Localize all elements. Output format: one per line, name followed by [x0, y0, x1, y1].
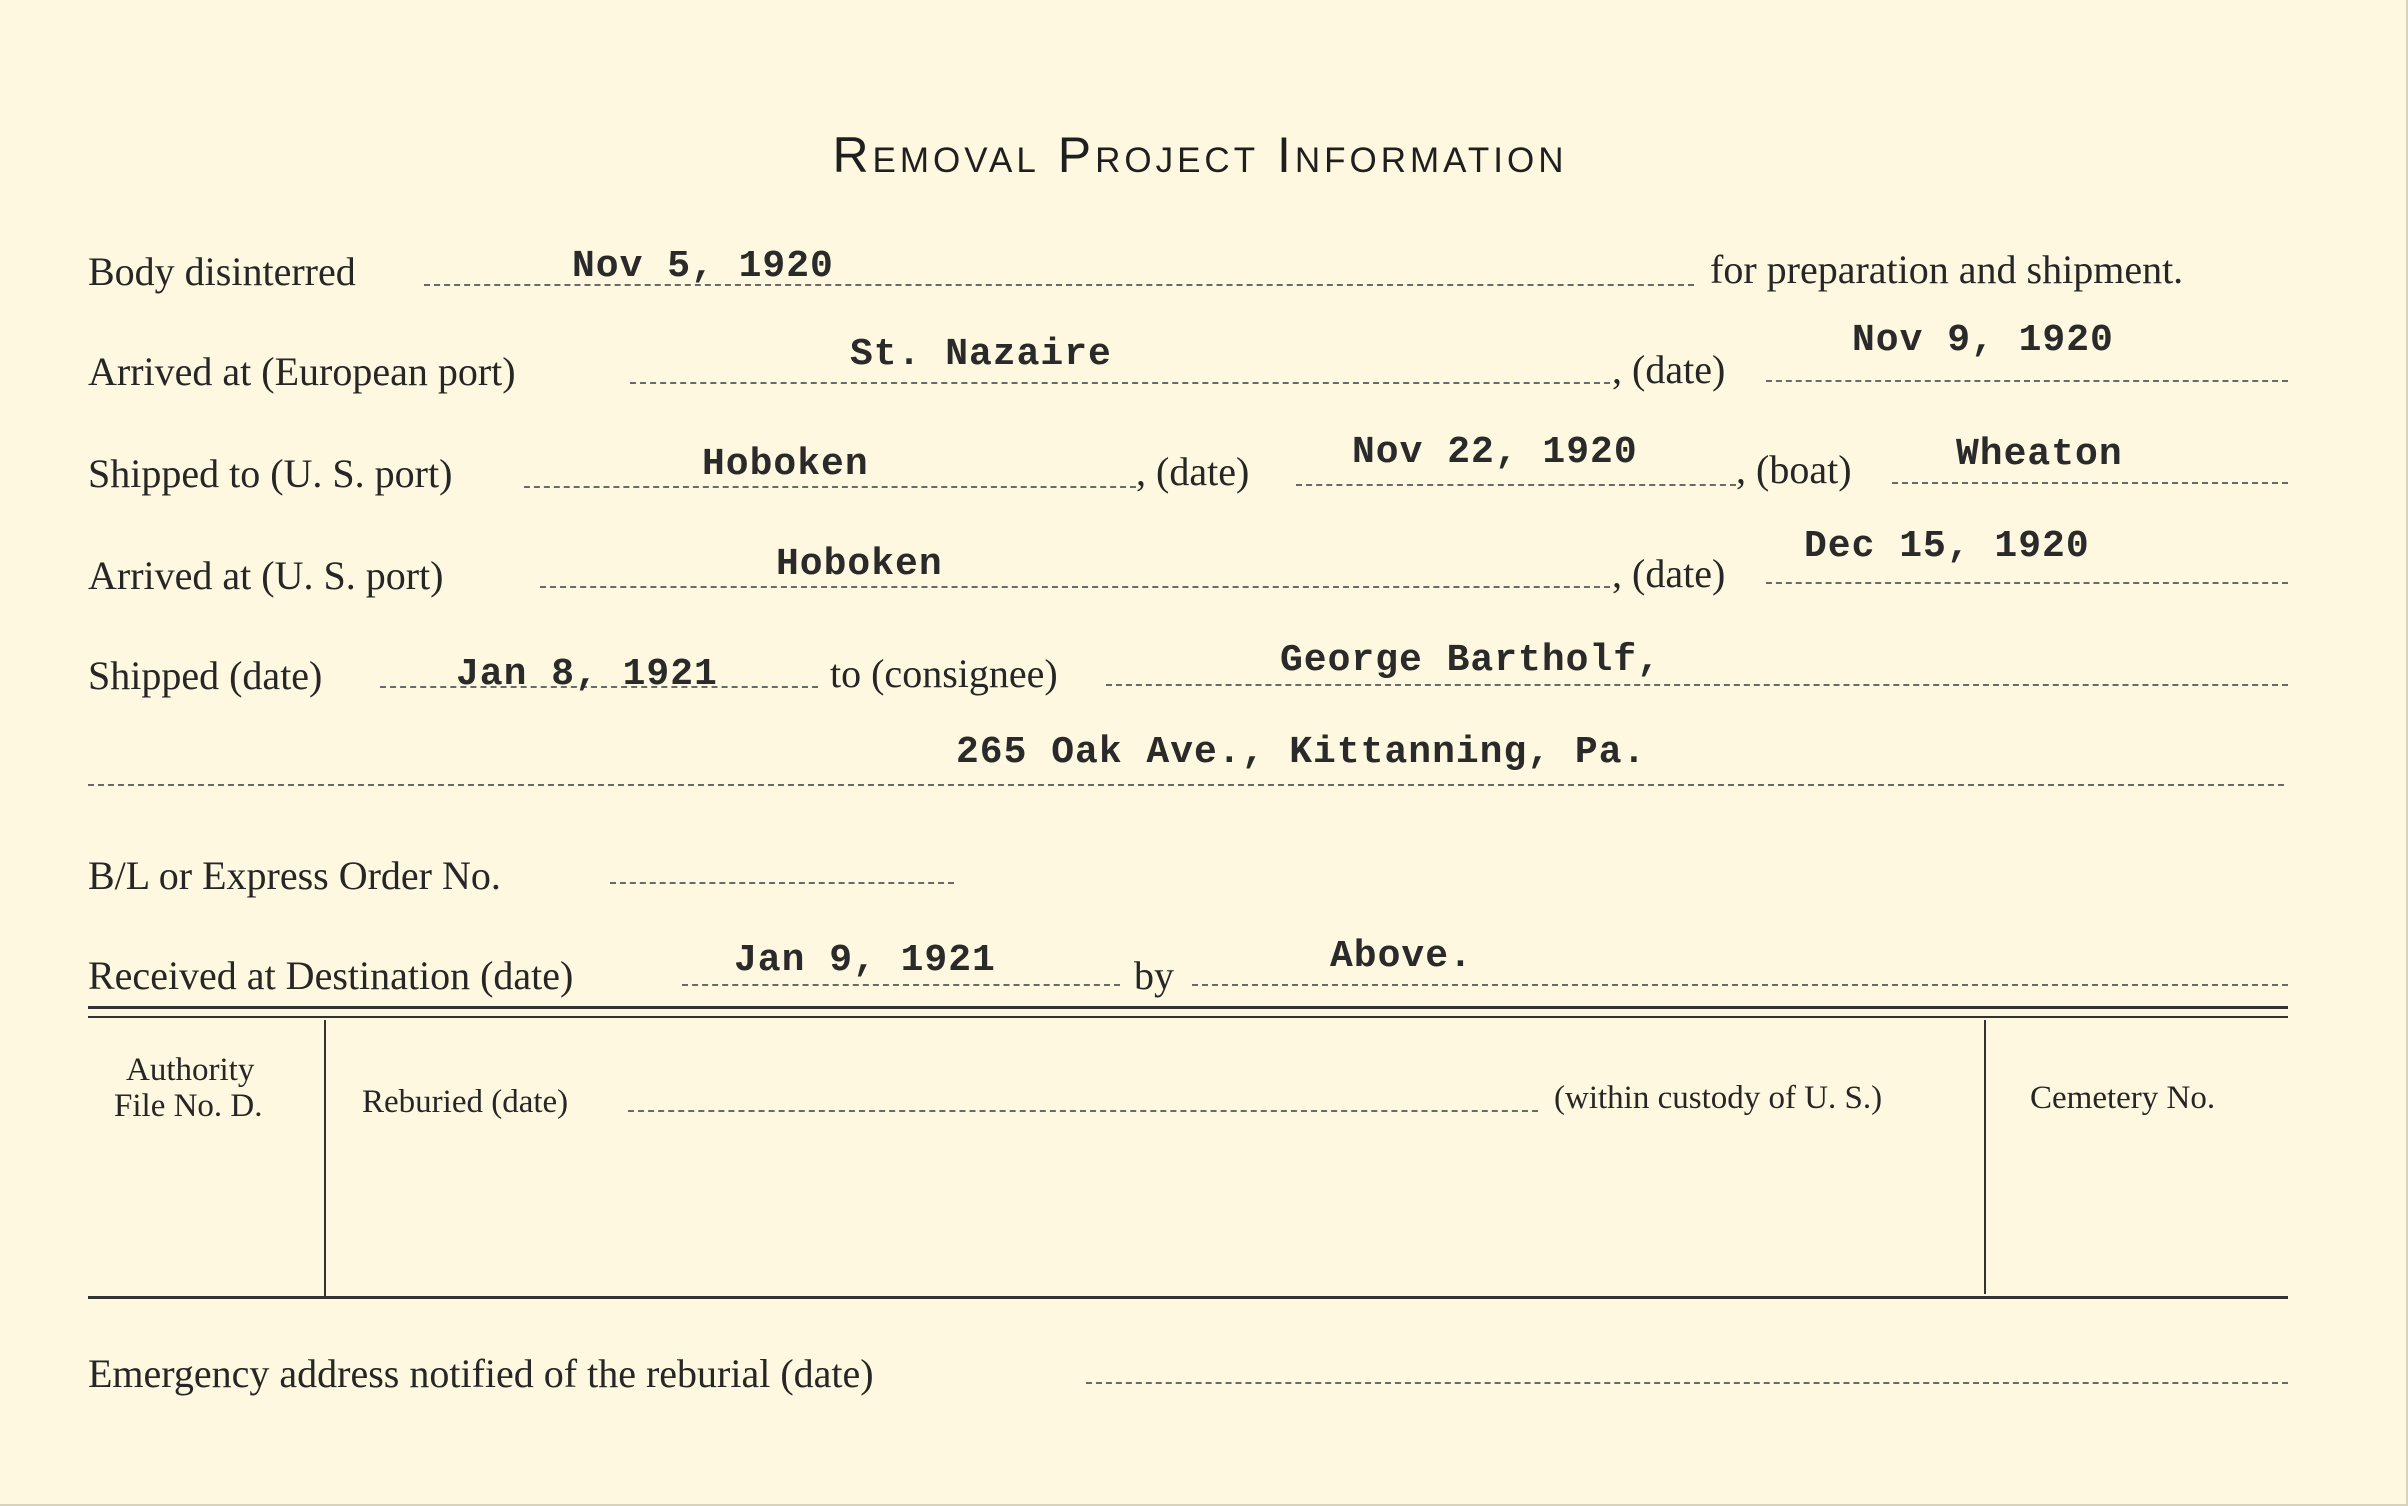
table-divider-right: [1984, 1020, 1986, 1294]
value-received-by: Above.: [1330, 935, 1473, 978]
label-body-disinterred: Body disinterred: [88, 249, 356, 294]
label-authority: Authority: [126, 1052, 255, 1088]
us-port-line: [524, 486, 1136, 488]
label-date-shipped: , (date): [1136, 449, 1250, 494]
label-shipped-date: Shipped (date): [88, 653, 323, 698]
value-received-date: Jan 9, 1921: [734, 939, 996, 982]
page-title: Removal Project Information: [832, 127, 1568, 183]
label-received: Received at Destination (date): [88, 953, 574, 998]
value-consignee-address: 265 Oak Ave., Kittanning, Pa.: [956, 731, 1647, 774]
reburied-date-line: [628, 1110, 1538, 1112]
value-arrived-us-port: Hoboken: [776, 543, 943, 586]
value-european-arrival-date: Nov 9, 1920: [1852, 319, 2114, 362]
boat-line: [1892, 482, 2288, 484]
double-rule-bottom: [88, 1016, 2288, 1018]
label-boat: , (boat): [1736, 447, 1852, 492]
label-reburied: Reburied (date): [362, 1084, 569, 1120]
value-us-port: Hoboken: [702, 443, 869, 486]
label-emergency: Emergency address notified of the reburial (date): [88, 1351, 874, 1396]
value-consignee-name: George Bartholf,: [1280, 639, 1661, 682]
received-by-line: [1192, 984, 2288, 986]
value-european-port: St. Nazaire: [850, 333, 1112, 376]
emergency-date-line: [1086, 1382, 2288, 1384]
label-custody: (within custody of U. S.): [1554, 1080, 1883, 1116]
bl-order-line: [610, 882, 954, 884]
label-cemetery-no: Cemetery No.: [2030, 1080, 2216, 1116]
value-boat: Wheaton: [1956, 433, 2123, 476]
value-shipped-to-consignee-date: Jan 8, 1921: [456, 653, 718, 696]
value-disinterred-date: Nov 5, 1920: [572, 245, 834, 288]
label-date-european: , (date): [1612, 347, 1726, 392]
table-divider-left: [324, 1020, 326, 1296]
label-shipped-us-port: Shipped to (U. S. port): [88, 451, 453, 496]
label-date-arrived-us: , (date): [1612, 551, 1726, 596]
label-bl-order: B/L or Express Order No.: [88, 853, 501, 898]
label-for-preparation: for preparation and shipment.: [1710, 247, 2184, 292]
received-date-line: [682, 984, 1120, 986]
label-by: by: [1134, 953, 1174, 998]
address-line: [88, 784, 2284, 786]
label-to-consignee: to (consignee): [830, 651, 1058, 696]
value-shipped-date: Nov 22, 1920: [1352, 431, 1638, 474]
consignee-line: [1106, 684, 2288, 686]
value-arrived-us-date: Dec 15, 1920: [1804, 525, 2090, 568]
european-date-line: [1766, 380, 2288, 382]
label-file-no: File No. D.: [114, 1088, 263, 1124]
shipped-date-line: [1296, 484, 1736, 486]
label-arrived-european-port: Arrived at (European port): [88, 349, 516, 394]
double-rule-top: [88, 1006, 2288, 1009]
arrived-us-date-line: [1766, 582, 2288, 584]
label-arrived-us-port: Arrived at (U. S. port): [88, 553, 444, 598]
table-bottom-rule: [88, 1296, 2288, 1299]
arrived-us-port-line: [540, 586, 1610, 588]
european-port-line: [630, 382, 1610, 384]
